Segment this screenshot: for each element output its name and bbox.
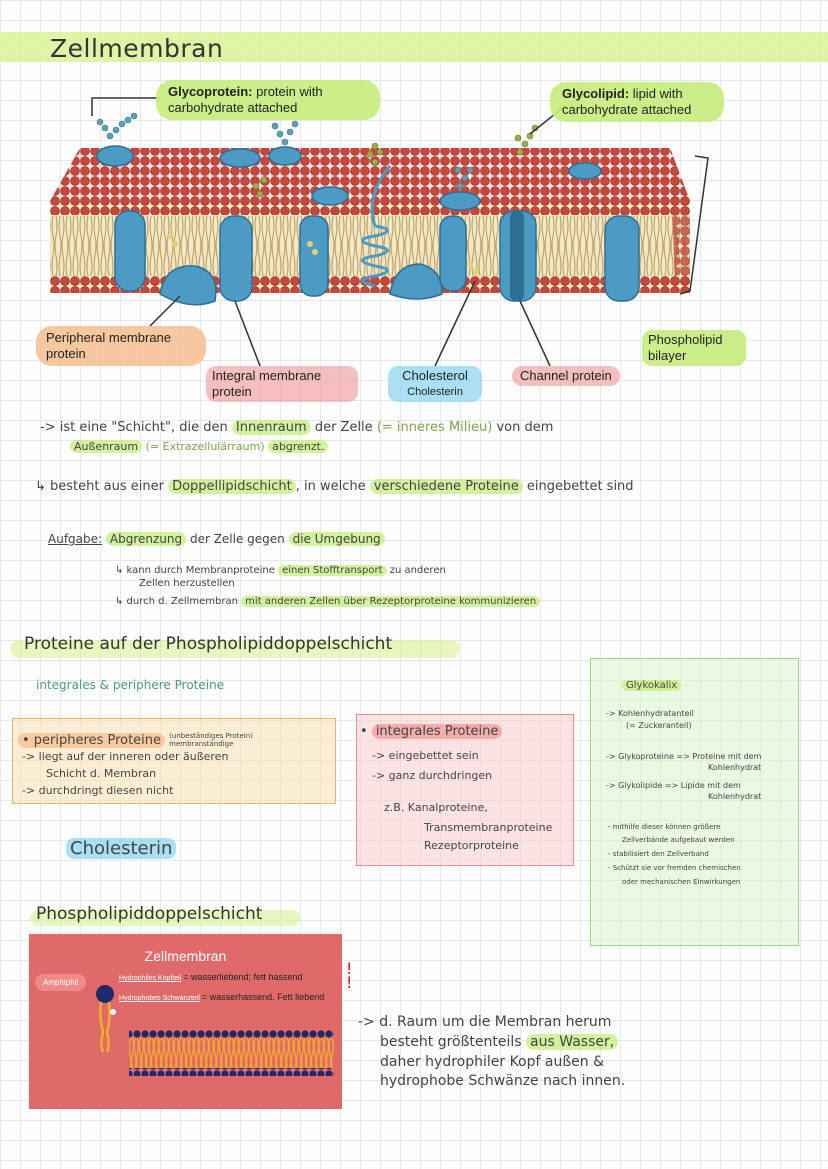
channel-label: Channel protein <box>512 366 620 386</box>
bottom-heads <box>50 281 690 293</box>
phospho-image-title: Zellmembran <box>144 948 227 964</box>
bilayer-label: Phospholipid bilayer <box>642 330 746 366</box>
integral-label: Integral membrane protein <box>206 366 358 402</box>
aufgabe-line: Aufgabe: Abgrenzung der Zelle gegen die Umgebung <box>48 532 385 546</box>
raum-l2: besteht größtenteils aus Wasser, <box>380 1034 618 1050</box>
kopf-label: Hydrophiles Kopfteil = wasserliebend; fett hassend <box>119 972 303 982</box>
peripheres-title: • peripheres Proteine (unbeständiges Protein) membranständige <box>18 732 279 748</box>
raum-l4: hydrophobe Schwänze nach innen. <box>380 1073 626 1089</box>
glykokalix-l3b: Kohlenhydrat <box>708 763 762 772</box>
glykokalix-l5: - mithilfe dieser können größere <box>608 823 721 831</box>
integrales-l3: z.B. Kanalproteine, <box>384 801 488 814</box>
proteine-sub: integrales & periphere Proteine <box>36 678 225 692</box>
glycoprotein-label <box>156 80 380 120</box>
phospho-heading: Phospholipiddoppelschicht <box>36 904 263 924</box>
glykokalix-l6: Zellverbände aufgebaut werden <box>622 836 735 844</box>
glycoprotein-desc: protein with carbohydrate attached <box>168 84 323 115</box>
glykokalix-l1: -> Kohlenhydratanteil <box>606 709 694 718</box>
transport-line: ↳ kann durch Membranproteine einen Stofftransport zu anderen Zellen herzustellen <box>115 565 446 589</box>
glykokalix-l8: - Schützt sie vor fremden chemischen <box>608 864 741 872</box>
page-title: Zellmembran <box>50 34 224 63</box>
glykokalix-l4b: Kohlenhydrat <box>708 792 762 801</box>
exclamation-mark-2: ! ! <box>346 959 353 992</box>
glykokalix-l2: (= Zuckeranteil) <box>626 721 692 730</box>
raum-l1: -> d. Raum um die Membran herum <box>358 1014 612 1030</box>
peripheres-l3: -> durchdringt diesen nicht <box>22 784 174 797</box>
integrales-l1: -> eingebettet sein <box>372 749 479 762</box>
glykokalix-l9: oder mechanischen Einwirkungen <box>622 878 741 886</box>
glykokalix-box <box>590 658 799 946</box>
cholesterol-text: Cholesterol <box>402 368 468 383</box>
amphiphil-bubble: Amphiphil <box>35 974 86 991</box>
cholesterol-label <box>388 366 482 402</box>
raum-l3: daher hydrophiler Kopf außen & <box>380 1054 605 1070</box>
glycolipid-term: Glycolipid: <box>562 86 630 101</box>
cholesterin-item: Cholesterin <box>66 838 176 859</box>
integrales-l5: Rezeptorproteine <box>424 839 519 852</box>
phospho-image <box>29 934 342 1109</box>
glykokalix-l4a: -> Glykolipide => Lipide mit dem <box>606 781 741 790</box>
peripheres-l1: -> liegt auf der inneren oder äußeren <box>22 750 229 763</box>
glykokalix-title: Glykokalix <box>622 680 681 691</box>
integrales-l2: -> ganz durchdringen <box>372 769 493 782</box>
cholesterin-text: Cholesterin <box>407 386 463 398</box>
glykokalix-l7: - stabilisiert den Zellverband <box>608 850 709 858</box>
glycoprotein-term: Glycoprotein: <box>168 84 253 99</box>
communicate-line: ↳ durch d. Zellmembran mit anderen Zellen über Rezeptorproteine kommunizieren <box>115 596 540 607</box>
glykokalix-l3a: -> Glykoproteine => Proteine mit dem <box>606 752 762 761</box>
proteine-heading: Proteine auf der Phospholipiddoppelschicht <box>24 634 393 654</box>
note-line-2: Außenraum (= Extrazellulärraum) abgrenzt. <box>70 440 328 453</box>
note-line-1: -> ist eine "Schicht", die den Innenraum der Zelle (= inneres Milieu) von dem <box>40 420 554 435</box>
peripheres-l2: Schicht d. Membran <box>46 767 157 780</box>
glycolipid-label <box>550 82 724 122</box>
note-line-3: ↳ besteht aus einer Doppellipidschicht , in welche verschiedene Proteine eingebettet sind <box>35 479 634 494</box>
integrales-title: • integrales Proteine <box>360 724 502 739</box>
integrales-l4: Transmembranproteine <box>424 821 553 834</box>
peripheral-label: Peripheral membrane protein <box>36 326 206 366</box>
schwanz-label: Hydrophobes Schwanzteil = wasserhassend. Fett liebend <box>119 992 325 1002</box>
glycolipid-desc: lipid with carbohydrate attached <box>562 86 692 117</box>
phospho-illustration <box>29 934 342 1109</box>
